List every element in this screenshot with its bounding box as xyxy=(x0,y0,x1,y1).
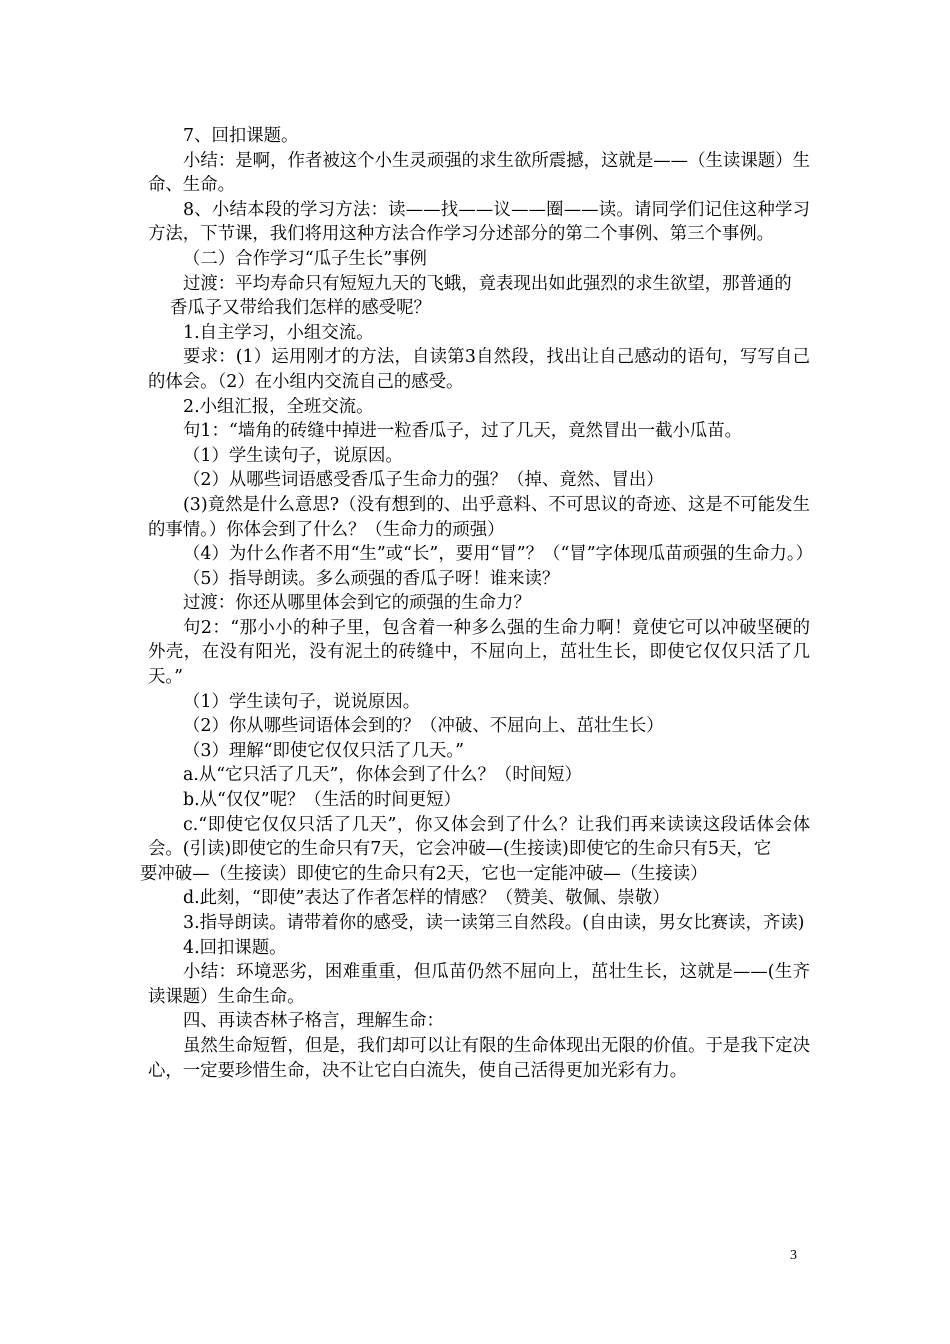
paragraph-s2-item-c: c.“即使它仅仅只活了几天”，你又体会到了什么？让我们再来读读这段话体会体会。(引读)即使它的生命只有7天，它会冲破—(生接读)即使它的生命只有5天，它 xyxy=(148,814,810,860)
paragraph-s2-item-c-cont: 要冲破—（生接读）即使它的生命只有2天，它也一定能冲破—（生接读） xyxy=(140,863,708,884)
paragraph-step-4: 4.回扣课题。 xyxy=(183,937,287,958)
paragraph-s2-item-3: （3）理解“即使它仅仅只活了几天。” xyxy=(183,740,465,761)
paragraph-step-2: 2.小组汇报，全班交流。 xyxy=(183,396,374,417)
section-heading-melon-seed: （二）合作学习“瓜子生长”事例 xyxy=(183,248,427,269)
paragraph-step-3: 3.指导朗读。请带着你的感受，读一读第三自然段。(自由读，男女比赛读，齐读) xyxy=(183,913,805,933)
page-number: 3 xyxy=(790,1248,797,1263)
paragraph-transition-1: 过渡：平均寿命只有短短九天的飞蛾，竟表现出如此强烈的求生欲望，那普通的 xyxy=(183,273,792,294)
paragraph-transition-1-cont: 香瓜子又带给我们怎样的感受呢？ xyxy=(170,298,431,319)
paragraph-s2-item-b: b.从“仅仅”呢？（生活的时间更短） xyxy=(183,790,461,811)
page-body xyxy=(140,124,813,1083)
paragraph-3: 8、小结本段的学习方法：读——找——议——圈——读。请同学们记住这种学习方法，下节课，我们将用这种方法合作学习分述部分的第二个事例、第三个事例。 xyxy=(148,199,810,245)
section-heading-reread: 四、再读杏林子格言，理解生命： xyxy=(183,1011,444,1032)
paragraph-s1-item-3: (3)竟然是什么意思?（没有想到的、出乎意料、不可思议的奇迹、这是不可能发生的事情。）你体会到了什么？（生命力的顽强） xyxy=(148,494,810,540)
paragraph-s2-item-d: d.此刻，“即使”表达了作者怎样的情感？（赞美、敬佩、崇敬） xyxy=(183,888,670,909)
paragraph-s1-item-2: （2）从哪些词语感受香瓜子生命力的强？（掉、竟然、冒出） xyxy=(183,470,664,491)
paragraph-s2-item-2: （2）你从哪些词语体会到的？（冲破、不屈向上、茁壮生长） xyxy=(183,716,664,737)
paragraph-motto: 虽然生命短暂，但是，我们却可以让有限的生命体现出无限的价值。于是我下定决心，一定要珍惜生命，决不让它白白流失，使自己活得更加光彩有力。 xyxy=(148,1035,810,1081)
paragraph-s1-item-5: （5）指导朗读。多么顽强的香瓜子呀！谁来读？ xyxy=(183,568,560,589)
paragraph-s2-item-1: （1）学生读句子，说说原因。 xyxy=(183,691,421,712)
paragraph-transition-2: 过渡：你还从哪里体会到它的顽强的生命力？ xyxy=(183,593,531,614)
paragraph-step-1: 1.自主学习，小组交流。 xyxy=(183,322,374,343)
paragraph-sentence-2: 句2：“那小小的种子里，包含着一种多么强的生命力啊！竟使它可以冲破坚硬的外壳，在没有阳光，没有泥土的砖缝中，不屈向上，茁壮生长，即使它仅仅只活了几天。” xyxy=(148,617,810,688)
paragraph-requirements: 要求：(1）运用刚才的方法，自读第3自然段，找出让自己感动的语句，写写自己的体会。（2）在小组内交流自己的感受。 xyxy=(148,347,810,392)
paragraph-summary: 小结：环境恶劣，困难重重，但瓜苗仍然不屈向上，茁壮生长，这就是——(生齐读课题）生命生命。 xyxy=(148,962,810,1007)
paragraph-1: 7、回扣课题。 xyxy=(183,126,299,146)
paragraph-s1-item-4: （4）为什么作者不用“生”或“长”，要用“冒”？（“冒”字体现瓜苗顽强的生命力。） xyxy=(183,544,813,565)
paragraph-sentence-1: 句1：“墙角的砖缝中掉进一粒香瓜子，过了几天，竟然冒出一截小瓜苗。 xyxy=(183,421,743,442)
paragraph-2: 小结：是啊，作者被这个小生灵顽强的求生欲所震撼，这就是——（生读课题）生命、生命。 xyxy=(148,150,810,196)
paragraph-s2-item-a: a.从“它只活了几天”，你体会到了什么？（时间短） xyxy=(183,765,582,786)
paragraph-s1-item-1: （1）学生读句子，说原因。 xyxy=(183,445,403,466)
